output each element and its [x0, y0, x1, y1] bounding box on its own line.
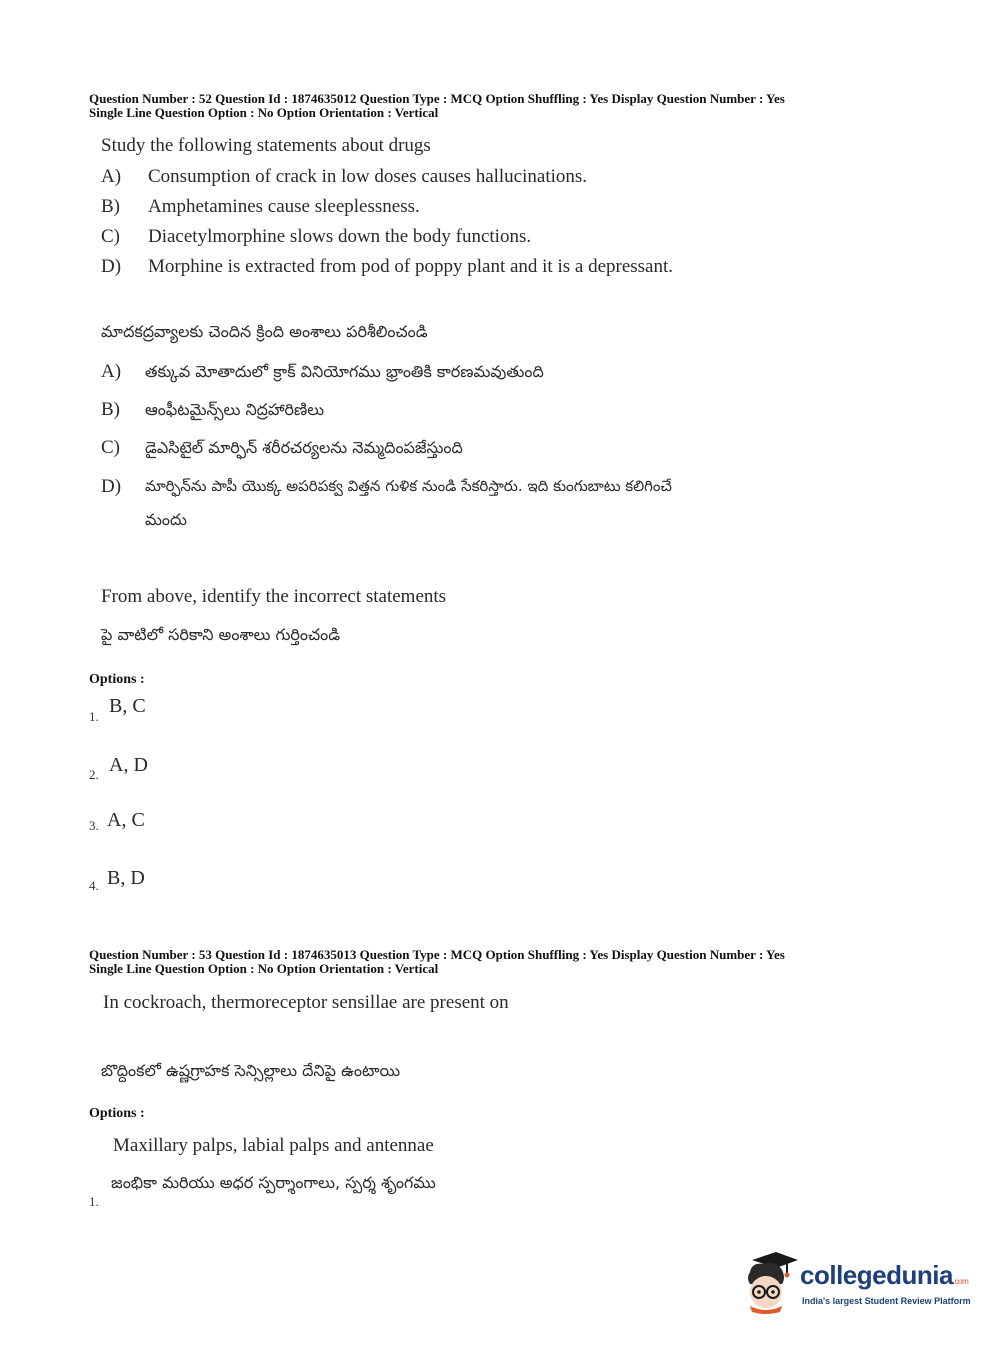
q52-stmt-d-te-cont: మందు — [145, 510, 187, 529]
q52-option-4-num: 4. — [89, 878, 99, 893]
q52-option-3-num: 3. — [89, 818, 99, 833]
q52-stmt-c-te-letter: C) — [101, 437, 120, 458]
q52-option-1-num: 1. — [89, 709, 99, 724]
q53-question-te: బొద్దింకలో ఉష్ణగ్రాహక సెన్సిల్లాలు దేనిపై ఉంటాయి — [101, 1061, 401, 1080]
q52-option-2-num: 2. — [89, 767, 99, 782]
q53-option-1-en[interactable]: Maxillary palps, labial palps and antennae — [113, 1135, 434, 1156]
q52-stmt-a-letter: A) — [101, 166, 122, 187]
q52-option-1[interactable]: B, C — [109, 695, 146, 717]
q52-stmt-b-en: Amphetamines cause sleeplessness. — [148, 196, 420, 217]
q52-option-2[interactable]: A, D — [109, 754, 148, 776]
q52-meta-line2: Single Line Question Option : No Option Orientation : Vertical — [89, 105, 439, 120]
q53-option-1-te[interactable]: జంభికా మరియు అధర స్పర్శాంగాలు, స్పర్శ శృంగము — [111, 1173, 436, 1192]
q52-options-label: Options : — [89, 672, 145, 687]
q53-option-1-num: 1. — [89, 1194, 99, 1209]
q52-option-4[interactable]: B, D — [107, 867, 145, 889]
logo-word: collegedunia — [800, 1260, 953, 1290]
q52-stmt-d-te: మార్ఫిన్‌ను పాపీ యొక్క అపరిపక్వ విత్తన గుళిక నుండి సేకరిస్తారు. ఇది కుంగుబాటు కలిగించే — [145, 477, 672, 495]
logo-wordmark — [800, 1260, 968, 1291]
q52-intro-en: Study the following statements about drugs — [101, 135, 431, 156]
q52-stmt-c-letter: C) — [101, 226, 120, 247]
q52-ask-te: పై వాటిలో సరికాని అంశాలు గుర్తించండి — [101, 625, 341, 644]
q52-stmt-d-letter: D) — [101, 256, 122, 277]
q53-meta-line1: Question Number : 53 Question Id : 1874635013 Question Type : MCQ Option Shuffling : Yes Display Question Number : Yes — [89, 947, 785, 962]
q52-stmt-c-te: డైఎసిటైల్ మార్ఫిన్ శరీరచర్యలను నెమ్మదింపజేస్తుంది — [145, 438, 463, 457]
q52-ask-en: From above, identify the incorrect statements — [101, 586, 447, 607]
q53-meta-line2: Single Line Question Option : No Option Orientation : Vertical — [89, 961, 439, 976]
q52-stmt-a-en: Consumption of crack in low doses causes hallucinations. — [148, 166, 588, 187]
q52-stmt-a-te: తక్కువ మోతాదులో క్రాక్ వినియోగము భ్రాంతికి కారణమవుతుంది — [145, 362, 544, 381]
logo-tagline: India's largest Student Review Platform — [802, 1296, 971, 1306]
q53-question-en: In cockroach, thermoreceptor sensillae are present on — [103, 992, 509, 1013]
q52-stmt-c-en: Diacetylmorphine slows down the body functions. — [148, 226, 532, 247]
q52-meta-line1: Question Number : 52 Question Id : 1874635012 Question Type : MCQ Option Shuffling : Yes Display Question Number : Yes — [89, 91, 785, 106]
logo-com: .com — [952, 1277, 969, 1286]
q52-stmt-d-te-letter: D) — [101, 476, 122, 497]
mascot-icon — [742, 1250, 800, 1314]
collegedunia-logo — [742, 1250, 972, 1320]
q52-intro-te: మాదకద్రవ్యాలకు చెందిన క్రింది అంశాలు పరిశీలించండి — [101, 322, 428, 341]
q52-stmt-b-te: ఆంఫీటమైన్స్‌లు నిద్రహారిణిలు — [145, 400, 325, 419]
q52-stmt-b-te-letter: B) — [101, 399, 120, 420]
q52-option-3[interactable]: A, C — [107, 809, 145, 831]
q53-options-label: Options : — [89, 1106, 145, 1121]
q52-stmt-a-te-letter: A) — [101, 361, 122, 382]
q52-stmt-d-en: Morphine is extracted from pod of poppy plant and it is a depressant. — [148, 256, 674, 277]
q52-stmt-b-letter: B) — [101, 196, 120, 217]
